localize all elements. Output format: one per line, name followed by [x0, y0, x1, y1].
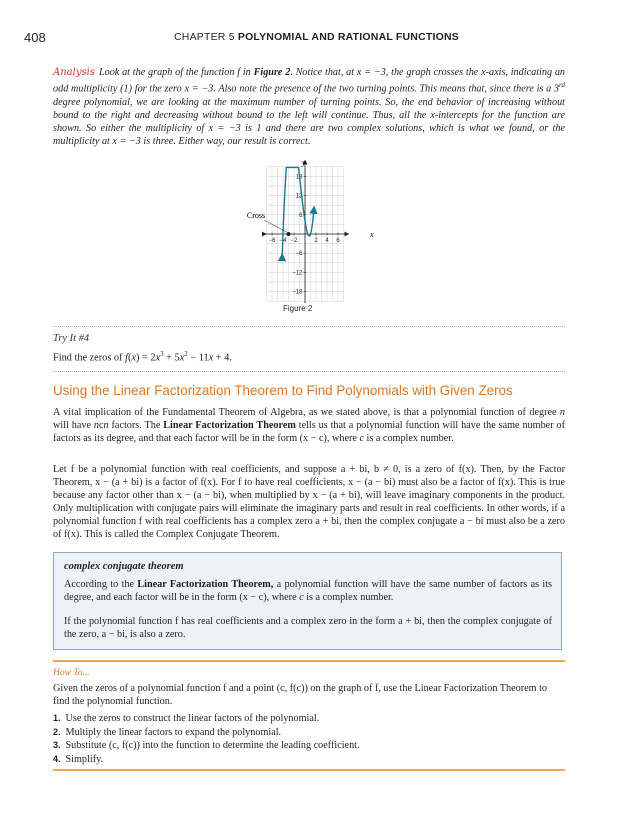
analysis-paragraph: Analysis Look at the graph of the function f in Figure 2. Notice that, at x = −3, the graph crosses the x-axis, indicating an odd multiplicity (1) for the zero x = −3. Also note the presence of the two turning points. This means that, since there is a 3rd degree polynomial, we are looking at the maximum number of turning points. So, the end behavior of increasing without bound to the right and decreasing without bound to the left will continue. Thus, all the x-intercepts for the function are shown. So either the multiplicity of x = −3 is 1 and there are two complex solutions, which is what we found, or the multiplicity at x = −3 is three. Either way, our result is correct.	[53, 67, 566, 147]
y-tick-label: −12	[292, 270, 303, 277]
cross-annotation: Cross	[246, 211, 266, 220]
paragraph-conjugate: Let f be a polynomial function with real coefficients, and suppose a + bi, b ≠ 0, is a zero of f(x). Then, by the Factor Theorem, x − (a + bi) is a factor of f(x). For f to have real coefficients, x − (a − bi) must also be a factor of f(x). This is true because any factor other than x − (a − bi), when multiplied by x − (a + bi), will leave imaginary components in the product. Only multiplication with conjugate pairs will eliminate the imaginary parts and result in real coefficients. In other words, if a polynomial function f with real coefficients has a complex zero a + bi, then the complex conjugate a − bi must also be a zero of f(x). This is called the Complex Conjugate Theorem.	[53, 464, 565, 541]
how-to-step: 4. Simplify.	[53, 753, 104, 765]
try-it-question: Find the zeros of $f(x) = 2x^3 + 5x^2 - 11x + 4$.	[53, 350, 232, 364]
y-axis-label: y	[302, 158, 306, 167]
theorem-box	[53, 552, 562, 650]
y-tick-label: −18	[292, 289, 303, 296]
divider	[53, 326, 565, 327]
y-tick-label: 6	[299, 212, 303, 219]
how-to-bottom-rule	[53, 769, 565, 771]
y-tick-label: 18	[295, 174, 303, 181]
how-to-steps	[53, 712, 565, 766]
how-to-title: How To...	[53, 668, 90, 678]
tick-labels	[269, 174, 341, 295]
how-to-step: 1. Use the zeros to construct the linear factors of the polynomial.	[53, 713, 320, 724]
y-tick-label: 12	[295, 193, 303, 200]
divider	[53, 371, 565, 372]
paragraph-factorization: A vital implication of the Fundamental Theorem of Algebra, as we stated above, is that a polynomial function of degree n will have ncn factors. The Linear Factorization Theorem tells us that a polynomial function will have the same number of factors as its degree, and that each factor will be in the form (x − c), where c is a complex number.	[53, 407, 565, 445]
x-tick-label: −4	[279, 238, 287, 244]
section-heading: Using the Linear Factorization Theorem to Find Polynomials with Given Zeros	[53, 383, 513, 398]
figure-2-graph	[230, 158, 380, 318]
cross-point	[287, 232, 291, 236]
how-to-top-rule	[53, 660, 565, 662]
y-tick-label: −6	[295, 251, 303, 258]
x-axis-label: x	[370, 230, 374, 239]
x-tick-label: −2	[290, 238, 298, 244]
x-tick-label: −6	[268, 238, 276, 244]
x-tick-label: 2	[314, 238, 318, 244]
theorem-paragraph-2: If the polynomial function f has real coefficients and a complex zero in the form a + bi, then the complex conjugate of the zero, a − bi, is also a zero.	[64, 616, 552, 641]
page-number: 408	[24, 30, 46, 45]
function-graph	[230, 158, 380, 303]
analysis-label: Analysis	[53, 67, 95, 78]
x-tick-label: 4	[325, 238, 329, 244]
how-to-step: 2. Multiply the linear factors to expand the polynomial.	[53, 726, 282, 738]
theorem-paragraph-1: According to the Linear Factorization Theorem, a polynomial function will have the same number of factors as its degree, and each factor will be in the form (x − c), where c is a complex number.	[64, 579, 553, 604]
x-tick-label: 6	[336, 238, 340, 244]
how-to-question: Given the zeros of a polynomial function f and a point (c, f(c)) on the graph of f, use the Linear Factorization Theorem to find the polynomial function.	[53, 683, 548, 708]
figure-reference: Figure 2	[253, 67, 291, 78]
page-header	[24, 30, 610, 46]
how-to-step: 3. Substitute (c, f(c)) into the function to determine the leading coefficient.	[53, 740, 360, 752]
figure-caption: Figure 2	[283, 304, 313, 313]
chapter-title: CHAPTER 5 POLYNOMIAL AND RATIONAL FUNCTIONS	[174, 31, 459, 43]
try-it-title: Try It #4	[53, 333, 90, 344]
theorem-title: complex conjugate theorem	[64, 561, 184, 572]
